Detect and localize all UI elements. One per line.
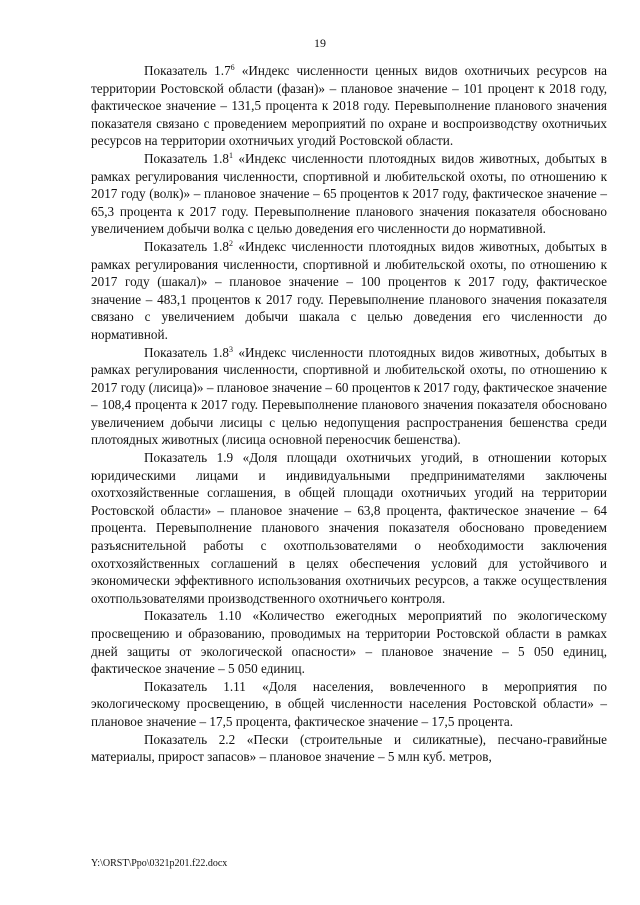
paragraph-indicator-1-7	[91, 62, 607, 150]
indicator-label: Показатель 1.10	[144, 608, 242, 624]
paragraph-text: «Индекс численности ценных видов охотничьих ресурсов на территории Ростовской области (фазан)» – плановое значение – 101 процент к 2018 году, фактическое значение – 131,5 процента к 2018 году. Перевыполнение планового значения показателя связано с проведением мероприятий по охране и воспроизводству охотничьих ресурсов на территории охотничьих угодий Ростовской области.	[91, 63, 607, 149]
paragraph-text: «Доля населения, вовлеченного в мероприятия по экологическому просвещению, в общей численности населения Ростовской области» – плановое значение – 17,5 процента, фактическое значение – 17,5 процента.	[91, 678, 608, 729]
paragraph-text: «Индекс численности плотоядных видов животных, добытых в рамках регулирования численности, спортивной и любительской охоты, по отношению к 2017 году (волк)» – плановое значение – 65 процентов к 2017 году, фактическое значение – 65,3 процента к 2017 году. Перевыполнение планового значения показателя обосновано увеличением добычи волка с целью доведения его численности до нормативной.	[91, 150, 607, 237]
paragraph-text: «Индекс численности плотоядных видов животных, добытых в рамках регулирования численности, спортивной и любительской охоты, по отношению к 2017 году (шакал)» – плановое значение – 100 процентов к 2017 году, фактическое значение – 483,1 процентов к 2017 году. Перевыполнение планового значения показателя связано с увеличением добычи шакала с целью доведения его численности до нормативной.	[91, 238, 607, 342]
paragraph-indicator-1-10	[91, 607, 607, 677]
footer-file-path: Y:\ORST\Ppo\0321p201.f22.docx	[91, 858, 228, 869]
indicator-superscript: 2	[229, 238, 234, 248]
paragraph-indicator-1-9	[91, 449, 607, 607]
paragraph-text: «Количество ежегодных мероприятий по экологическому просвещению и образованию, проводимых на территории Ростовской области в рамках дней защиты от экологической опасности» – плановое значение – 5 050 единиц, фактическое значение – 5 050 единиц.	[91, 608, 607, 677]
indicator-label: Показатель 2.2	[144, 731, 236, 747]
paragraph-text: «Доля площади охотничьих угодий, в отношении которых юридическими лицами и индивидуальными предпринимателями заключены охотхозяйственные соглашения, в общей площади охотничьих угодий на территории Ростовской области» – плановое значение – 63,8 процента, фактическое значение – 64 процента. Перевыполнение планового значения показателя обосновано проведением разъяснительной работы с охотпользователями о необходимости заключения охотхозяйственных соглашений в целях обеспечения условий для устойчивого и экономически эффективного использования охотничьих ресурсов, а также осуществления охотпользователями производственного охотничьего контроля.	[91, 450, 607, 606]
indicator-label: Показатель 1.9	[144, 450, 234, 466]
indicator-label: Показатель 1.7	[144, 63, 231, 78]
indicator-label: Показатель 1.8	[144, 150, 230, 166]
paragraph-indicator-1-11	[91, 678, 607, 731]
indicator-superscript: 1	[229, 150, 234, 160]
indicator-superscript: 6	[230, 63, 235, 72]
indicator-label: Показатель 1.11	[144, 678, 246, 694]
body-text	[91, 62, 607, 766]
paragraph-indicator-1-8-3	[91, 344, 607, 450]
paragraph-indicator-2-2	[91, 731, 607, 766]
page-number: 19	[314, 36, 326, 50]
indicator-label: Показатель 1.8	[144, 344, 230, 360]
indicator-label: Показатель 1.8	[144, 238, 230, 254]
paragraph-indicator-1-8-2	[91, 238, 607, 344]
paragraph-indicator-1-8-1	[91, 150, 607, 238]
paragraph-text: «Индекс численности плотоядных видов животных, добытых в рамках регулирования численности, спортивной и любительской охоты, по отношению к 2017 году (лисица)» – плановое значение – 60 процентов к 2017 году, фактическое значение – 108,4 процента к 2017 году. Перевыполнение планового значения показателя обосновано увеличением добычи лисицы с целью недопущения распространения бешенства среди плотоядных животных (лисица основной переносчик бешенства).	[91, 344, 607, 448]
paragraph-text: «Пески (строительные и силикатные), песчано-гравийные материалы, прирост запасов» – плановое значение – 5 млн куб. метров,	[91, 731, 607, 765]
indicator-superscript: 3	[229, 344, 234, 354]
